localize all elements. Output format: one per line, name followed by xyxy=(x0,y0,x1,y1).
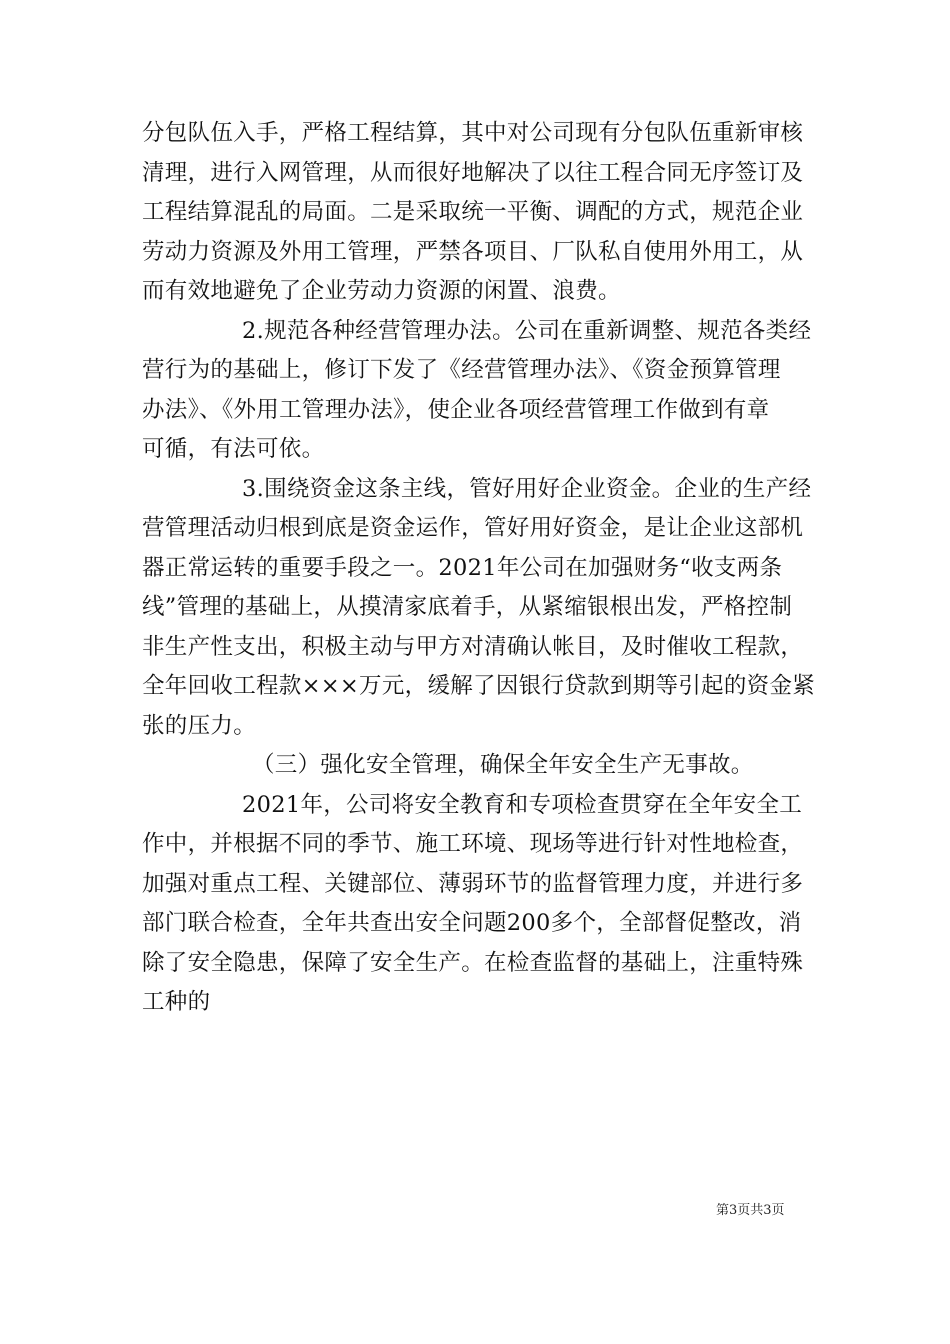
text-line: 作中，并根据不同的季节、施工环境、现场等进行针对性地检查， xyxy=(142,831,804,857)
text-line: 除了安全隐患，保障了安全生产。在检查监督的基础上，注重特殊 xyxy=(142,949,804,976)
text-line: 工种的 xyxy=(142,989,211,1015)
section-heading: （三）强化安全管理，确保全年安全生产无事故。 xyxy=(252,752,754,778)
text-line: 张的压力。 xyxy=(142,712,257,739)
text-line: 分包队伍入手，严格工程结算，其中对公司现有分包队伍重新审核 xyxy=(142,120,804,146)
text-line: 线”管理的基础上，从摸清家底着手，从紧缩银根出发，严格控制 xyxy=(142,594,793,620)
text-line: 营管理活动归根到底是资金运作，管好用好资金，是让企业这部机 xyxy=(142,515,804,541)
text-line: 清理，进行入网管理，从而很好地解决了以往工程合同无序签订及 xyxy=(142,159,804,186)
text-line: 劳动力资源及外用工管理，严禁各项目、厂队私自使用外用工，从 xyxy=(142,238,804,265)
text-line: 器正常运转的重要手段之一。2021年公司在加强财务“收支两条 xyxy=(142,554,783,581)
paragraph-start-line: 2.规范各种经营管理办法。公司在重新调整、规范各类经 xyxy=(242,317,812,344)
text-line: 部门联合检查，全年共查出安全问题200多个，全部督促整改，消 xyxy=(142,910,802,936)
text-line: 非生产性支出，积极主动与甲方对清确认帐目，及时催收工程款， xyxy=(142,633,804,660)
text-line: 而有效地避免了企业劳动力资源的闲置、浪费。 xyxy=(142,278,621,304)
text-line: 营行为的基础上，修订下发了《经营管理办法》、《资金预算管理 xyxy=(142,357,781,383)
text-line: 全年回收工程款×××万元，缓解了因银行贷款到期等引起的资金紧 xyxy=(142,673,816,699)
text-line: 可循，有法可依。 xyxy=(142,436,325,462)
document-body xyxy=(142,114,816,1023)
paragraph-start-line: 3.围绕资金这条主线，管好用好企业资金。企业的生产经 xyxy=(242,475,812,502)
paragraph-start-line: 2021年，公司将安全教育和专项检查贯穿在全年安全工 xyxy=(242,791,803,818)
text-line: 工程结算混乱的局面。二是采取统一平衡、调配的方式，规范企业 xyxy=(142,199,804,225)
text-line: 加强对重点工程、关键部位、薄弱环节的监督管理力度，并进行多 xyxy=(142,870,804,897)
page-number: 第3页共3页 xyxy=(716,1203,785,1218)
text-line: 办法》、《外用工管理办法》，使企业各项经营管理工作做到有章 xyxy=(142,396,770,423)
